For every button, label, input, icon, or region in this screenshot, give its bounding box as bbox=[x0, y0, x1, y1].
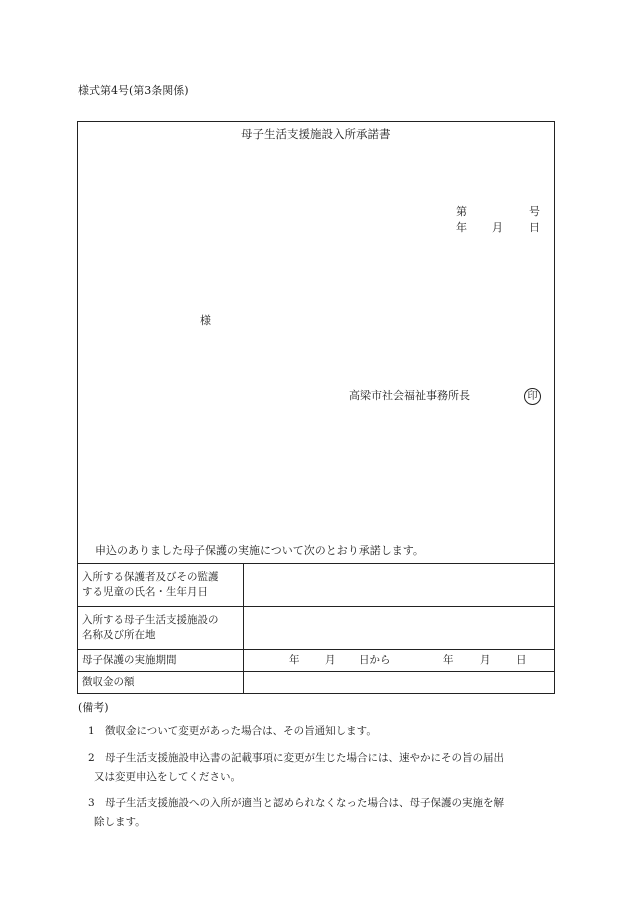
notes-heading: (備考) bbox=[78, 701, 109, 714]
consent-statement: 申込のありました母子保護の実施について次のとおり承諾します。 bbox=[95, 544, 424, 557]
note-number: 2 bbox=[88, 752, 95, 764]
label-line: 入所する母子生活支援施設の bbox=[82, 614, 219, 626]
document-number-prefix: 第 bbox=[456, 205, 467, 218]
facility-name-value[interactable] bbox=[244, 607, 555, 650]
table-row bbox=[78, 650, 555, 672]
note-item bbox=[88, 794, 553, 832]
label-line: する児童の氏名・生年月日 bbox=[82, 586, 208, 598]
period-value[interactable] bbox=[244, 650, 555, 672]
note-item bbox=[88, 749, 553, 787]
seal-mark bbox=[524, 388, 541, 405]
addressee-suffix: 様 bbox=[200, 314, 211, 327]
note-number: 1 bbox=[88, 725, 95, 737]
period-start-year: 年 bbox=[289, 654, 300, 666]
date-year-label: 年 bbox=[456, 221, 467, 234]
period-fields bbox=[248, 650, 550, 671]
guardian-child-value[interactable] bbox=[244, 564, 555, 607]
date-month-label: 月 bbox=[492, 221, 503, 234]
label-line: 入所する保護者及びその監護 bbox=[82, 571, 219, 583]
document-number-suffix: 号 bbox=[529, 205, 540, 218]
table-row bbox=[78, 607, 555, 650]
form-number-label: 様式第4号(第3条関係) bbox=[78, 84, 189, 97]
note-text-continued: 又は変更申込をしてください。 bbox=[94, 771, 241, 783]
facility-name-label bbox=[78, 607, 244, 650]
guardian-child-label bbox=[78, 564, 244, 607]
note-text: 母子生活支援施設への入所が適当と認められなくなった場合は、母子保護の実施を解 bbox=[105, 797, 504, 809]
note-text: 母子生活支援施設申込書の記載事項に変更が生じた場合には、速やかにその旨の届出 bbox=[105, 752, 504, 764]
note-text: 徴収金について変更があった場合は、その旨通知します。 bbox=[105, 725, 377, 737]
period-label: 母子保護の実施期間 bbox=[78, 650, 244, 672]
document-title: 母子生活支援施設入所承諾書 bbox=[241, 127, 391, 141]
note-item bbox=[88, 722, 553, 741]
period-end-year: 年 bbox=[443, 654, 454, 666]
issuer-name: 高梁市社会福祉事務所長 bbox=[349, 389, 470, 402]
period-end-month: 月 bbox=[480, 654, 491, 666]
label-line: 名称及び所在地 bbox=[82, 629, 156, 641]
date-day-label: 日 bbox=[529, 221, 540, 234]
period-start-day-from: 日から bbox=[359, 654, 391, 666]
note-text-continued: 除します。 bbox=[94, 816, 146, 828]
seal-icon: 印 bbox=[524, 388, 541, 405]
fee-amount-value[interactable] bbox=[244, 672, 555, 694]
consent-form-box bbox=[77, 121, 555, 563]
fee-amount-label: 徴収金の額 bbox=[78, 672, 244, 694]
table-row bbox=[78, 564, 555, 607]
note-number: 3 bbox=[88, 797, 95, 809]
table-row bbox=[78, 672, 555, 694]
period-start-month: 月 bbox=[325, 654, 336, 666]
period-end-day: 日 bbox=[516, 654, 527, 666]
consent-details-table bbox=[77, 563, 555, 694]
